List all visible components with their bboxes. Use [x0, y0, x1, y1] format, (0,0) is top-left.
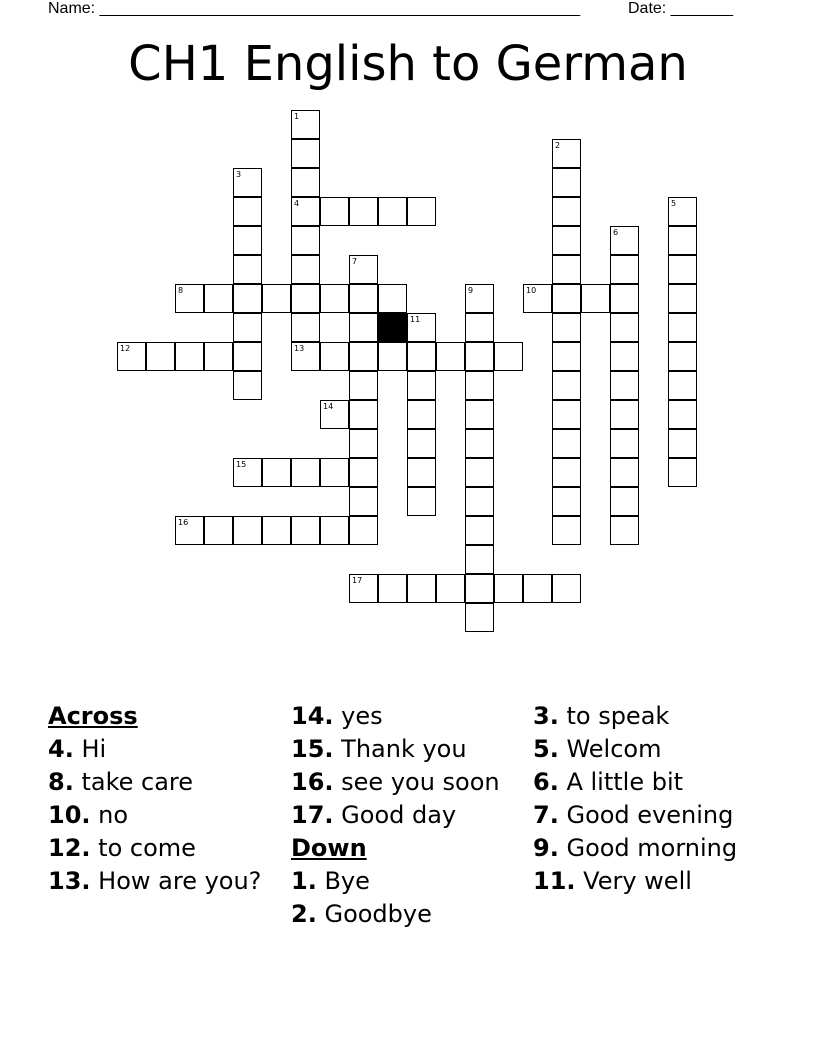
- grid-cell[interactable]: [349, 284, 378, 313]
- grid-cell[interactable]: [610, 400, 639, 429]
- date-field: Date: _______: [628, 0, 733, 17]
- grid-cell[interactable]: [552, 313, 581, 342]
- cell-number: 14: [323, 402, 334, 411]
- clue-text: Very well: [583, 867, 692, 895]
- grid-cell[interactable]: [552, 516, 581, 545]
- grid-cell[interactable]: [349, 197, 378, 226]
- grid-cell[interactable]: [610, 226, 639, 255]
- grid-cell[interactable]: [349, 516, 378, 545]
- clue-text: Goodbye: [324, 900, 432, 928]
- grid-cell[interactable]: [233, 197, 262, 226]
- clue-text: Good evening: [566, 801, 734, 829]
- grid-cell[interactable]: [407, 458, 436, 487]
- grid-cell[interactable]: [320, 458, 349, 487]
- across-heading: Across: [48, 702, 138, 730]
- down-clue: [533, 802, 763, 829]
- name-field: Name: ______________________________________________________: [48, 0, 581, 17]
- across-clue: [48, 802, 268, 829]
- grid-cell[interactable]: [610, 429, 639, 458]
- clue-column-1: [48, 703, 268, 901]
- grid-cell[interactable]: [146, 342, 175, 371]
- grid-cell[interactable]: [349, 400, 378, 429]
- clue-column-3: [533, 703, 763, 901]
- grid-cell[interactable]: [349, 458, 378, 487]
- clue-text: yes: [341, 702, 383, 730]
- grid-cell[interactable]: [465, 371, 494, 400]
- grid-cell[interactable]: [233, 458, 262, 487]
- across-clue: [291, 703, 521, 730]
- grid-cell[interactable]: [407, 400, 436, 429]
- grid-cell[interactable]: [233, 371, 262, 400]
- grid-cell[interactable]: [465, 284, 494, 313]
- grid-cell[interactable]: [349, 574, 378, 603]
- grid-cell[interactable]: [378, 284, 407, 313]
- clue-number: 15.: [291, 735, 334, 763]
- black-cell: [378, 313, 407, 342]
- grid-cell[interactable]: [349, 313, 378, 342]
- clue-number: 11.: [533, 867, 576, 895]
- grid-cell[interactable]: [668, 371, 697, 400]
- grid-cell[interactable]: [291, 284, 320, 313]
- grid-cell[interactable]: [581, 284, 610, 313]
- grid-cell[interactable]: [668, 458, 697, 487]
- across-clue: [48, 736, 268, 763]
- clue-text: Thank you: [341, 735, 467, 763]
- across-clue: [291, 736, 521, 763]
- grid-cell[interactable]: [407, 313, 436, 342]
- grid-cell[interactable]: [291, 168, 320, 197]
- cell-number: 11: [410, 315, 421, 324]
- grid-cell[interactable]: [465, 603, 494, 632]
- down-heading: Down: [291, 834, 367, 862]
- grid-cell[interactable]: [378, 197, 407, 226]
- down-clue: [533, 703, 763, 730]
- grid-cell[interactable]: [262, 516, 291, 545]
- grid-cell[interactable]: [291, 342, 320, 371]
- grid-cell[interactable]: [494, 574, 523, 603]
- clue-text: to come: [98, 834, 196, 862]
- grid-cell[interactable]: [552, 342, 581, 371]
- grid-cell[interactable]: [465, 400, 494, 429]
- grid-cell[interactable]: [552, 371, 581, 400]
- grid-cell[interactable]: [262, 284, 291, 313]
- cell-number: 2: [555, 141, 561, 150]
- clue-number: 16.: [291, 768, 334, 796]
- grid-cell[interactable]: [668, 197, 697, 226]
- cell-number: 9: [468, 286, 474, 295]
- grid-cell[interactable]: [233, 226, 262, 255]
- grid-cell[interactable]: [552, 574, 581, 603]
- grid-cell[interactable]: [407, 429, 436, 458]
- cell-number: 6: [613, 228, 619, 237]
- clue-number: 4.: [48, 735, 74, 763]
- grid-cell[interactable]: [552, 226, 581, 255]
- grid-cell[interactable]: [436, 342, 465, 371]
- grid-cell[interactable]: [668, 226, 697, 255]
- clue-text: to speak: [566, 702, 670, 730]
- grid-cell[interactable]: [610, 342, 639, 371]
- grid-cell[interactable]: [668, 400, 697, 429]
- down-clue: [533, 835, 763, 862]
- grid-cell[interactable]: [291, 255, 320, 284]
- cell-number: 4: [294, 199, 300, 208]
- grid-cell[interactable]: [494, 342, 523, 371]
- grid-cell[interactable]: [668, 342, 697, 371]
- grid-cell[interactable]: [668, 255, 697, 284]
- grid-cell[interactable]: [204, 516, 233, 545]
- clue-number: 13.: [48, 867, 91, 895]
- cell-number: 13: [294, 344, 305, 353]
- grid-cell[interactable]: [610, 255, 639, 284]
- clue-text: How are you?: [98, 867, 262, 895]
- grid-cell[interactable]: [204, 342, 233, 371]
- clue-number: 10.: [48, 801, 91, 829]
- cell-number: 3: [236, 170, 242, 179]
- clue-number: 2.: [291, 900, 317, 928]
- grid-cell[interactable]: [233, 516, 262, 545]
- clue-number: 17.: [291, 801, 334, 829]
- grid-cell[interactable]: [552, 197, 581, 226]
- down-clue: [533, 868, 763, 895]
- grid-cell[interactable]: [291, 226, 320, 255]
- down-clue: [291, 901, 521, 928]
- grid-cell[interactable]: [349, 255, 378, 284]
- grid-cell[interactable]: [523, 284, 552, 313]
- grid-cell[interactable]: [291, 197, 320, 226]
- grid-cell[interactable]: [349, 487, 378, 516]
- grid-cell[interactable]: [668, 313, 697, 342]
- grid-cell[interactable]: [291, 516, 320, 545]
- down-clue: [533, 736, 763, 763]
- grid-cell[interactable]: [552, 429, 581, 458]
- clue-number: 5.: [533, 735, 559, 763]
- cell-number: 17: [352, 576, 363, 585]
- grid-cell[interactable]: [668, 429, 697, 458]
- grid-cell[interactable]: [552, 400, 581, 429]
- grid-cell[interactable]: [320, 400, 349, 429]
- grid-cell[interactable]: [552, 168, 581, 197]
- grid-cell[interactable]: [465, 545, 494, 574]
- grid-cell[interactable]: [610, 371, 639, 400]
- grid-cell[interactable]: [610, 516, 639, 545]
- grid-cell[interactable]: [349, 371, 378, 400]
- grid-cell[interactable]: [320, 516, 349, 545]
- clue-text: Good morning: [566, 834, 738, 862]
- clue-number: 12.: [48, 834, 91, 862]
- clue-text: see you soon: [341, 768, 500, 796]
- clue-text: A little bit: [566, 768, 684, 796]
- grid-cell[interactable]: [552, 284, 581, 313]
- clue-number: 1.: [291, 867, 317, 895]
- clue-text: Good day: [341, 801, 457, 829]
- grid-cell[interactable]: [407, 487, 436, 516]
- cell-number: 16: [178, 518, 189, 527]
- grid-cell[interactable]: [320, 197, 349, 226]
- grid-cell[interactable]: [175, 516, 204, 545]
- grid-cell[interactable]: [407, 197, 436, 226]
- grid-cell[interactable]: [291, 139, 320, 168]
- clue-text: no: [98, 801, 129, 829]
- grid-cell[interactable]: [610, 458, 639, 487]
- grid-cell[interactable]: [407, 574, 436, 603]
- grid-cell[interactable]: [378, 574, 407, 603]
- grid-cell[interactable]: [610, 487, 639, 516]
- across-clue: [48, 835, 268, 862]
- clue-number: 14.: [291, 702, 334, 730]
- across-clue: [291, 802, 521, 829]
- clue-text: take care: [81, 768, 194, 796]
- grid-cell[interactable]: [233, 168, 262, 197]
- clue-number: 8.: [48, 768, 74, 796]
- grid-cell[interactable]: [262, 458, 291, 487]
- grid-cell[interactable]: [552, 487, 581, 516]
- down-clue: [291, 868, 521, 895]
- grid-cell[interactable]: [175, 284, 204, 313]
- grid-cell[interactable]: [407, 342, 436, 371]
- grid-cell[interactable]: [349, 429, 378, 458]
- grid-cell[interactable]: [552, 255, 581, 284]
- grid-cell[interactable]: [204, 284, 233, 313]
- page-title: CH1 English to German: [128, 36, 688, 92]
- cell-number: 15: [236, 460, 247, 469]
- clue-number: 6.: [533, 768, 559, 796]
- grid-cell[interactable]: [610, 313, 639, 342]
- grid-cell[interactable]: [465, 429, 494, 458]
- grid-cell[interactable]: [668, 284, 697, 313]
- grid-cell[interactable]: [552, 458, 581, 487]
- grid-cell[interactable]: [552, 139, 581, 168]
- grid-cell[interactable]: [465, 458, 494, 487]
- clue-text: Hi: [81, 735, 107, 763]
- clue-number: 9.: [533, 834, 559, 862]
- grid-cell[interactable]: [407, 371, 436, 400]
- grid-cell[interactable]: [291, 313, 320, 342]
- across-clue: [291, 769, 521, 796]
- grid-cell[interactable]: [233, 342, 262, 371]
- across-clue: [48, 769, 268, 796]
- cell-number: 1: [294, 112, 300, 121]
- grid-cell[interactable]: [233, 284, 262, 313]
- grid-cell[interactable]: [291, 458, 320, 487]
- cell-number: 10: [526, 286, 537, 295]
- grid-cell[interactable]: [117, 342, 146, 371]
- cell-number: 12: [120, 344, 131, 353]
- down-clue: [533, 769, 763, 796]
- grid-cell[interactable]: [233, 313, 262, 342]
- grid-cell[interactable]: [320, 342, 349, 371]
- clue-number: 7.: [533, 801, 559, 829]
- grid-cell[interactable]: [465, 516, 494, 545]
- clue-text: Welcom: [566, 735, 662, 763]
- grid-cell[interactable]: [175, 342, 204, 371]
- grid-cell[interactable]: [349, 342, 378, 371]
- clue-column-2: [291, 703, 521, 934]
- across-clue: [48, 868, 268, 895]
- grid-cell[interactable]: [233, 255, 262, 284]
- grid-cell[interactable]: [523, 574, 552, 603]
- grid-cell[interactable]: [436, 574, 465, 603]
- grid-cell[interactable]: [465, 313, 494, 342]
- grid-cell[interactable]: [291, 110, 320, 139]
- cell-number: 5: [671, 199, 677, 208]
- grid-cell[interactable]: [465, 342, 494, 371]
- grid-cell[interactable]: [465, 574, 494, 603]
- grid-cell[interactable]: [465, 487, 494, 516]
- clue-number: 3.: [533, 702, 559, 730]
- cell-number: 8: [178, 286, 184, 295]
- cell-number: 7: [352, 257, 358, 266]
- grid-cell[interactable]: [610, 284, 639, 313]
- grid-cell[interactable]: [320, 284, 349, 313]
- clue-text: Bye: [324, 867, 370, 895]
- grid-cell[interactable]: [378, 342, 407, 371]
